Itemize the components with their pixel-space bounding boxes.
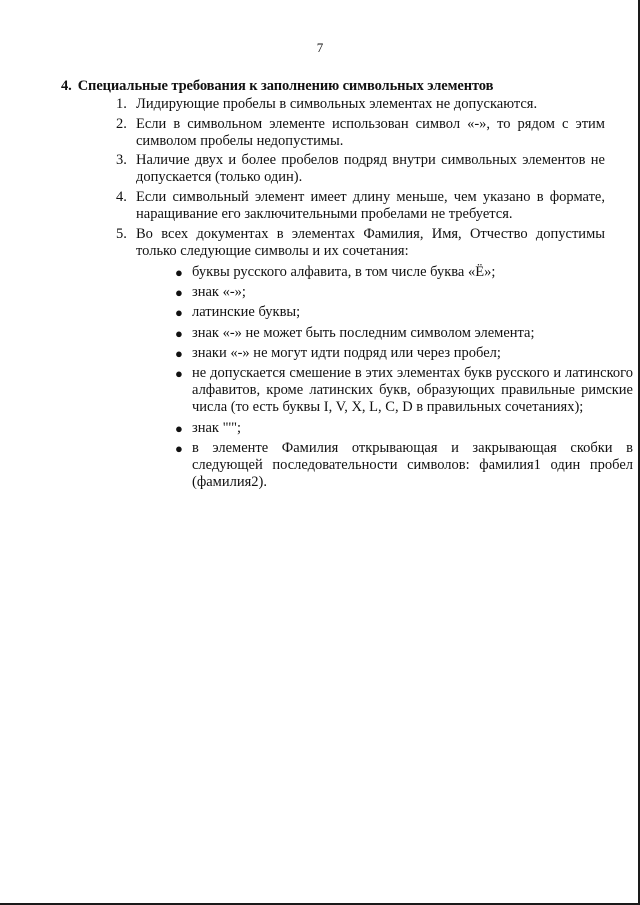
list-item (108, 116, 605, 150)
bullet-item (175, 264, 633, 281)
list-item (108, 225, 633, 492)
item-text: Во всех документах в элементах Фамилия, Имя, Отчество допустимы только следующие символы и их сочетания: (136, 225, 605, 259)
bullet-item (175, 304, 633, 321)
bullet-icon: ● (175, 285, 183, 301)
item-number: 1. (116, 96, 127, 112)
bullet-item (175, 420, 633, 437)
item-text: Лидирующие пробелы в символьных элементах не допускаются. (136, 96, 538, 112)
item-text: Если символьный элемент имеет длину меньше, чем указано в формате, наращивание его заключительными пробелами не требуется. (136, 188, 605, 223)
bullet-icon: ● (175, 366, 183, 382)
bullet-icon: ● (175, 265, 183, 281)
page-number: 7 (316, 40, 324, 55)
item-text: Наличие двух и более пробелов подряд внутри символьных элементов не допускается (только один). (136, 152, 605, 186)
item-number: 2. (116, 115, 127, 132)
bullet-text: буквы русского алфавита, в том числе буква «Ё»; (192, 264, 496, 281)
bullet-icon: ● (175, 325, 183, 341)
item-number: 3. (116, 152, 127, 169)
bullet-text: знак «-»; (192, 284, 246, 301)
list-item (108, 189, 605, 223)
bullet-text: знак «-» не может быть последним символом элемента; (192, 324, 535, 341)
list-item (108, 96, 605, 113)
bullet-text: не допускается смешение в этих элементах букв русского и латинского алфавитов, кроме латинских букв, образующих правильные римские числа (то есть буквы I, V, X, L, C, D в правильных сочетаниях); (192, 365, 633, 416)
section-title: Специальные требования к заполнению символьных элементов (77, 78, 494, 94)
bullet-item (175, 284, 633, 301)
bullet-icon: ● (175, 305, 183, 321)
section-heading (61, 78, 493, 95)
bullet-text: знак "'"; (192, 419, 242, 436)
bullet-icon: ● (175, 420, 183, 436)
item-text: Если в символьном элементе использован символ «-», то рядом с этим символом пробелы недопустимы. (136, 115, 605, 149)
bullet-item (175, 365, 633, 417)
bullet-item (175, 325, 633, 342)
requirements-list (108, 96, 633, 494)
section-number: 4. (61, 78, 72, 94)
item-number: 4. (116, 188, 127, 205)
allowed-symbols-list (175, 264, 633, 491)
list-item (108, 152, 605, 186)
bullet-item (175, 440, 633, 492)
bullet-item (175, 345, 633, 362)
bullet-text: в элементе Фамилия открывающая и закрывающая скобки в следующей последовательности символов: фамилия1 один пробел (фамилия2). (192, 439, 633, 491)
bullet-text: знаки «-» не могут идти подряд или через пробел; (192, 344, 501, 361)
bullet-text: латинские буквы; (192, 304, 301, 321)
item-number: 5. (116, 225, 127, 242)
bullet-icon: ● (175, 345, 183, 361)
bullet-icon: ● (175, 440, 183, 456)
